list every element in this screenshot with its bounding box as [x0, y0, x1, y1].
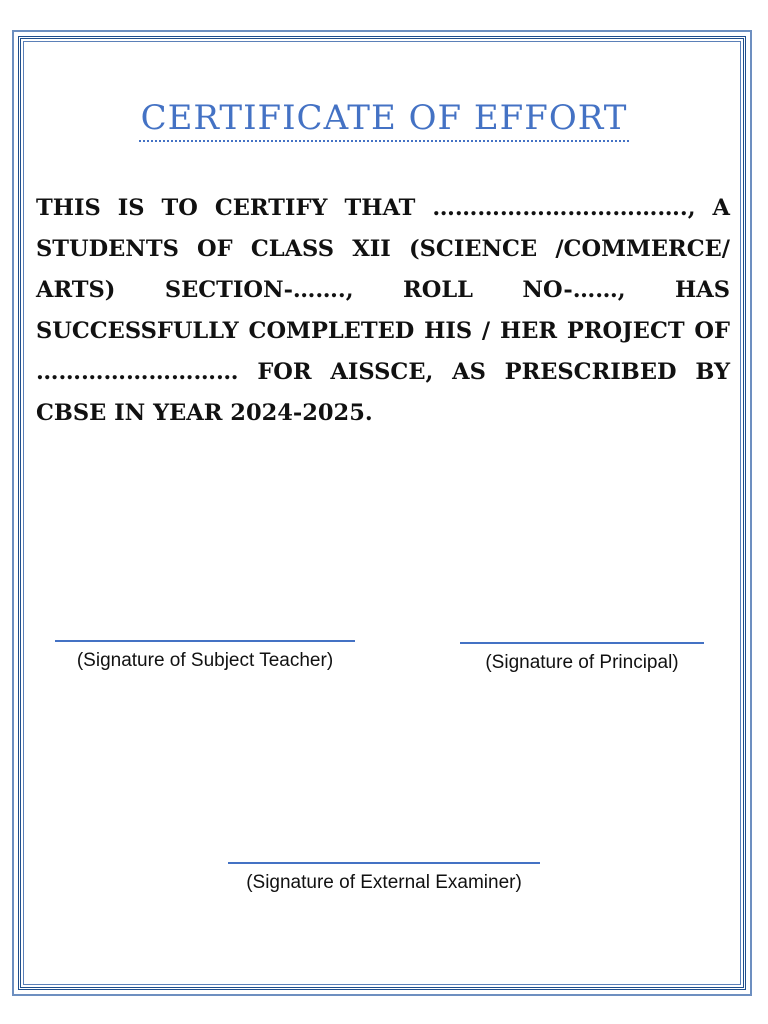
principal-signature-block [452, 642, 712, 674]
principal-signature-label: (Signature of Principal) [485, 652, 679, 673]
external-examiner-signature-label: (Signature of External Examiner) [246, 872, 522, 893]
certificate-body-text: THIS IS TO CERTIFY THAT ……………………………., A STUDENTS OF CLASS XII (SCIENCE /COMMERCE/ ARTS) SECTION-……., ROLL NO-……, HAS SUCCESSFULLY COMPLETED HIS / HER PROJECT OF ……………………… FOR AISSCE, AS PRESCRIBED BY CBSE IN YEAR 2024-2025. [36, 195, 730, 426]
subject-teacher-signature-label: (Signature of Subject Teacher) [76, 650, 334, 671]
subject-teacher-signature-block [44, 640, 366, 672]
page-border-innermost [23, 41, 741, 985]
principal-signature-line [460, 642, 704, 644]
external-examiner-signature-line [228, 862, 540, 864]
certificate-title-container [0, 96, 768, 142]
subject-teacher-signature-line [55, 640, 355, 642]
certificate-title: CERTIFICATE OF EFFORT [139, 96, 630, 142]
external-examiner-signature-block [204, 862, 564, 894]
